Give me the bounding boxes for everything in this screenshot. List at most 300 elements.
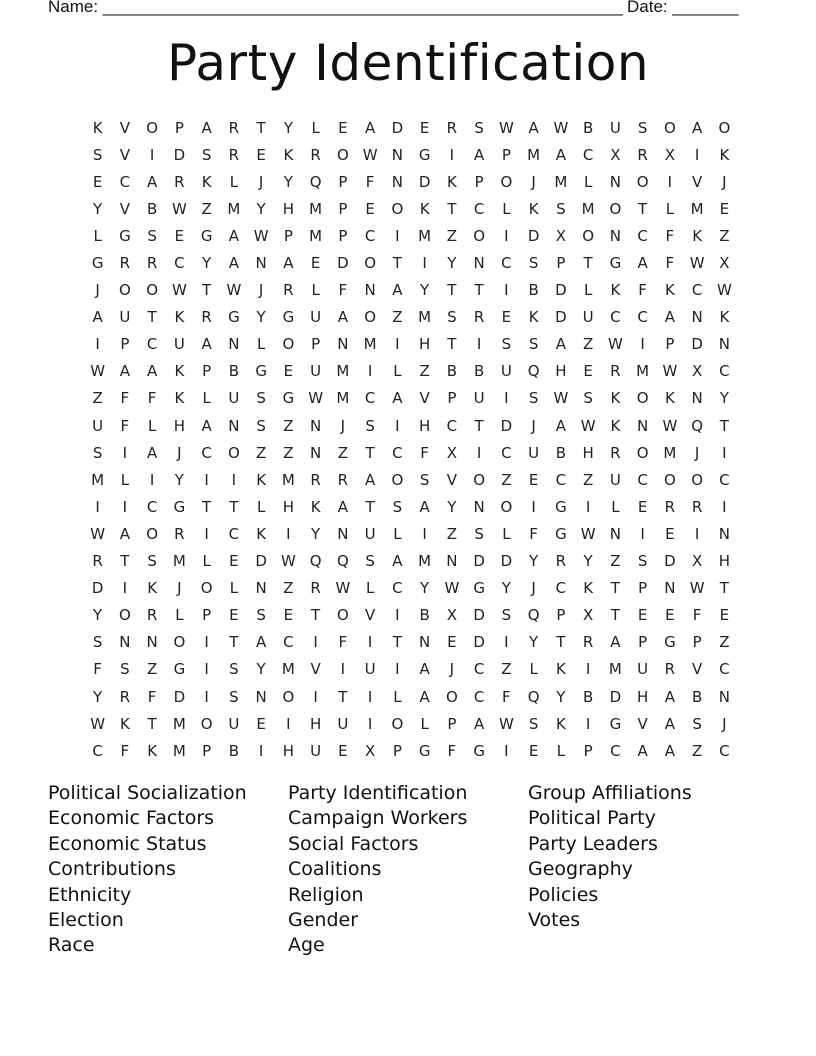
- grid-letter: Z: [610, 552, 621, 571]
- grid-letter: T: [311, 606, 321, 625]
- grid-letter: R: [119, 254, 131, 273]
- grid-letter: C: [92, 741, 103, 760]
- grid-letter: Y: [529, 552, 539, 571]
- grid-letter: T: [610, 579, 620, 598]
- grid-letter: K: [256, 524, 267, 543]
- grid-letter: W: [498, 118, 514, 137]
- grid-letter: L: [147, 416, 157, 435]
- grid-letter: X: [364, 741, 376, 760]
- grid-letter: X: [691, 362, 703, 381]
- grid-letter: G: [473, 741, 485, 760]
- grid-letter: M: [172, 741, 186, 760]
- grid-letter: I: [286, 714, 291, 733]
- grid-letter: S: [692, 714, 702, 733]
- grid-letter: U: [310, 741, 322, 760]
- grid-letter: J: [95, 281, 100, 300]
- word-list-item: Campaign Workers: [288, 807, 468, 830]
- grid-letter: W: [553, 389, 569, 408]
- grid-letter: O: [336, 606, 349, 625]
- grid-letter: W: [716, 281, 732, 300]
- grid-letter: L: [311, 281, 320, 300]
- grid-letter: R: [201, 308, 212, 327]
- grid-letter: Z: [392, 308, 403, 327]
- grid-letter: U: [609, 118, 621, 137]
- grid-letter: T: [556, 633, 566, 652]
- grid-letter: R: [337, 470, 349, 489]
- grid-letter: D: [391, 118, 404, 137]
- header-fields: [48, 0, 748, 19]
- grid-letter: L: [229, 579, 239, 598]
- grid-letter: W: [90, 524, 106, 543]
- grid-letter: M: [309, 226, 323, 245]
- grid-letter: Z: [146, 660, 158, 679]
- grid-letter: G: [555, 524, 567, 543]
- grid-letter: V: [691, 660, 703, 679]
- grid-letter: S: [637, 118, 648, 137]
- grid-letter: Z: [446, 524, 458, 543]
- grid-letter: L: [502, 524, 511, 543]
- grid-letter: C: [610, 308, 621, 327]
- grid-letter: P: [202, 362, 212, 381]
- grid-letter: T: [365, 443, 375, 462]
- grid-letter: F: [692, 606, 702, 625]
- grid-letter: P: [692, 633, 702, 652]
- grid-letter: I: [504, 389, 509, 408]
- grid-letter: A: [146, 443, 158, 462]
- grid-letter: G: [228, 308, 240, 327]
- grid-letter: I: [504, 741, 509, 760]
- grid-letter: T: [583, 254, 593, 273]
- grid-letter: I: [313, 687, 318, 706]
- grid-letter: K: [201, 172, 212, 191]
- grid-letter: H: [282, 741, 295, 760]
- grid-letter: O: [663, 470, 676, 489]
- grid-letter: A: [528, 118, 539, 137]
- grid-letter: Y: [202, 254, 212, 273]
- grid-letter: U: [637, 660, 649, 679]
- grid-letter: A: [610, 633, 621, 652]
- grid-letter: G: [664, 633, 676, 652]
- grid-letter: L: [365, 579, 375, 598]
- grid-letter: I: [122, 443, 128, 462]
- grid-letter: T: [474, 416, 484, 435]
- grid-letter: U: [528, 443, 540, 462]
- grid-letter: I: [122, 497, 128, 516]
- grid-letter: N: [637, 416, 649, 435]
- grid-letter: S: [637, 552, 648, 571]
- grid-letter: U: [310, 362, 322, 381]
- grid-letter: Y: [501, 579, 511, 598]
- grid-letter: R: [310, 470, 321, 489]
- grid-letter: I: [340, 660, 346, 679]
- grid-letter: O: [636, 172, 649, 191]
- grid-letter: W: [498, 714, 514, 733]
- grid-letter: K: [528, 308, 539, 327]
- grid-letter: O: [364, 308, 377, 327]
- word-list-item: Political Party: [528, 807, 656, 830]
- grid-letter: L: [529, 660, 538, 679]
- grid-letter: N: [609, 226, 621, 245]
- grid-letter: E: [310, 254, 321, 273]
- grid-letter: K: [664, 389, 675, 408]
- grid-letter: R: [610, 443, 621, 462]
- grid-letter: O: [173, 633, 186, 652]
- grid-letter: P: [665, 335, 675, 354]
- name-field-label: Name: _______________________________________________________: [48, 0, 623, 16]
- grid-letter: G: [119, 226, 131, 245]
- grid-letter: I: [204, 633, 209, 652]
- grid-letter: E: [528, 470, 539, 489]
- grid-letter: Z: [719, 226, 730, 245]
- word-list-item: Ethnicity: [48, 883, 132, 906]
- grid-letter: I: [367, 714, 373, 733]
- grid-letter: T: [447, 281, 457, 300]
- grid-letter: E: [719, 606, 730, 625]
- grid-letter: Y: [174, 470, 184, 489]
- grid-letter: Y: [311, 524, 321, 543]
- grid-letter: T: [338, 687, 348, 706]
- grid-letter: Y: [93, 687, 103, 706]
- grid-letter: C: [119, 172, 131, 191]
- grid-letter: C: [174, 254, 185, 273]
- grid-letter: A: [419, 687, 430, 706]
- grid-letter: A: [201, 118, 212, 137]
- grid-letter: J: [531, 172, 536, 191]
- grid-letter: K: [174, 308, 185, 327]
- grid-letter: C: [364, 389, 376, 408]
- grid-letter: B: [419, 606, 430, 625]
- grid-letter: O: [146, 118, 159, 137]
- grid-letter: R: [174, 172, 185, 191]
- grid-letter: Z: [582, 335, 594, 354]
- grid-letter: B: [691, 687, 703, 706]
- grid-letter: K: [119, 714, 130, 733]
- grid-letter: G: [473, 579, 485, 598]
- grid-letter: V: [119, 145, 130, 164]
- grid-letter: A: [92, 308, 103, 327]
- grid-letter: J: [531, 579, 536, 598]
- grid-letter: I: [422, 254, 427, 273]
- grid-letter: O: [663, 118, 676, 137]
- grid-letter: T: [202, 281, 212, 300]
- grid-letter: V: [691, 172, 703, 191]
- grid-letter: T: [256, 118, 266, 137]
- grid-letter: T: [610, 606, 620, 625]
- grid-letter: A: [255, 633, 267, 652]
- grid-letter: U: [337, 714, 349, 733]
- grid-letter: O: [718, 118, 731, 137]
- grid-letter: N: [609, 172, 621, 191]
- grid-letter: Y: [256, 308, 266, 327]
- grid-letter: G: [609, 254, 622, 273]
- grid-letter: W: [280, 552, 296, 571]
- grid-letter: R: [664, 660, 676, 679]
- grid-letter: D: [473, 552, 485, 571]
- grid-letter: A: [119, 362, 130, 381]
- grid-letter: R: [146, 254, 158, 273]
- grid-letter: R: [664, 497, 676, 516]
- grid-letter: T: [229, 633, 239, 652]
- grid-letter: U: [609, 470, 621, 489]
- grid-letter: Q: [309, 172, 322, 191]
- grid-letter: H: [582, 443, 594, 462]
- grid-letter: P: [338, 226, 348, 245]
- grid-letter: F: [93, 660, 102, 679]
- grid-letter: R: [473, 308, 485, 327]
- grid-letter: O: [445, 687, 458, 706]
- grid-letter: Z: [283, 416, 294, 435]
- grid-letter: Y: [447, 497, 457, 516]
- grid-letter: T: [638, 199, 648, 218]
- grid-letter: I: [367, 362, 373, 381]
- grid-letter: P: [474, 172, 484, 191]
- grid-letter: N: [691, 389, 703, 408]
- grid-letter: I: [367, 633, 373, 652]
- grid-letter: T: [447, 335, 457, 354]
- grid-letter: Y: [420, 281, 430, 300]
- grid-letter: G: [282, 389, 295, 408]
- grid-letter: S: [229, 687, 239, 706]
- grid-letter: N: [255, 687, 267, 706]
- grid-letter: F: [502, 687, 511, 706]
- grid-letter: Y: [420, 579, 430, 598]
- date-field-label: Date: _______: [627, 0, 739, 16]
- grid-letter: S: [556, 199, 566, 218]
- grid-letter: A: [419, 497, 430, 516]
- grid-letter: Z: [501, 470, 512, 489]
- grid-letter: I: [422, 524, 427, 543]
- grid-letter: T: [147, 714, 157, 733]
- grid-letter: N: [718, 687, 730, 706]
- word-list-item: Geography: [528, 858, 633, 881]
- grid-letter: V: [119, 199, 130, 218]
- grid-letter: E: [637, 606, 648, 625]
- grid-letter: I: [694, 524, 700, 543]
- grid-letter: A: [283, 254, 294, 273]
- grid-letter: F: [665, 226, 675, 245]
- grid-letter: E: [338, 741, 348, 760]
- grid-letter: D: [500, 552, 513, 571]
- grid-letter: N: [609, 524, 621, 543]
- grid-letter: A: [146, 362, 158, 381]
- grid-letter: O: [200, 579, 213, 598]
- grid-letter: E: [256, 145, 266, 164]
- grid-letter: U: [92, 416, 104, 435]
- grid-letter: L: [202, 552, 211, 571]
- grid-letter: C: [473, 199, 485, 218]
- grid-letter: I: [531, 497, 536, 516]
- grid-letter: F: [338, 633, 348, 652]
- grid-letter: Q: [527, 687, 540, 706]
- grid-letter: E: [283, 606, 294, 625]
- grid-letter: C: [364, 226, 376, 245]
- grid-letter: B: [582, 687, 594, 706]
- grid-letter: I: [395, 335, 400, 354]
- grid-letter: I: [585, 497, 591, 516]
- word-search-grid: [84, 114, 738, 764]
- word-list-item: Economic Factors: [48, 807, 215, 830]
- grid-letter: P: [447, 714, 457, 733]
- grid-letter: L: [256, 335, 266, 354]
- grid-letter: A: [555, 416, 566, 435]
- grid-letter: L: [502, 199, 511, 218]
- grid-letter: S: [474, 118, 484, 137]
- grid-letter: C: [146, 335, 158, 354]
- word-list: [48, 781, 768, 959]
- grid-letter: S: [501, 335, 512, 354]
- grid-letter: K: [174, 389, 185, 408]
- grid-letter: N: [718, 524, 730, 543]
- grid-letter: H: [418, 335, 431, 354]
- grid-letter: W: [90, 362, 106, 381]
- grid-letter: L: [202, 389, 211, 408]
- grid-letter: N: [310, 416, 322, 435]
- grid-letter: D: [500, 416, 513, 435]
- grid-letter: A: [664, 308, 675, 327]
- grid-letter: C: [201, 443, 212, 462]
- grid-letter: A: [146, 172, 158, 191]
- grid-letter: K: [719, 145, 730, 164]
- grid-letter: A: [228, 226, 239, 245]
- grid-letter: M: [527, 145, 541, 164]
- grid-letter: U: [119, 308, 131, 327]
- grid-letter: R: [283, 281, 294, 300]
- grid-letter: I: [722, 497, 727, 516]
- grid-letter: E: [365, 199, 375, 218]
- grid-letter: J: [258, 281, 264, 300]
- grid-letter: K: [419, 199, 430, 218]
- grid-letter: K: [147, 741, 158, 760]
- grid-letter: W: [662, 362, 678, 381]
- grid-letter: M: [581, 199, 595, 218]
- grid-letter: Y: [447, 254, 457, 273]
- word-list-item: Party Identification: [288, 782, 468, 804]
- grid-letter: J: [722, 714, 727, 733]
- grid-letter: B: [228, 741, 240, 760]
- grid-letter: Q: [336, 552, 349, 571]
- word-list-item: Age: [288, 934, 325, 957]
- grid-letter: G: [282, 308, 295, 327]
- grid-letter: F: [120, 389, 130, 408]
- grid-letter: Q: [527, 606, 540, 625]
- grid-letter: F: [120, 416, 130, 435]
- grid-letter: S: [120, 660, 130, 679]
- grid-letter: A: [392, 389, 403, 408]
- grid-letter: L: [665, 199, 675, 218]
- grid-letter: K: [664, 281, 675, 300]
- grid-letter: C: [610, 741, 621, 760]
- grid-letter: I: [504, 281, 509, 300]
- grid-letter: Z: [337, 443, 349, 462]
- grid-letter: O: [582, 226, 595, 245]
- grid-letter: S: [528, 335, 539, 354]
- grid-letter: A: [119, 524, 130, 543]
- grid-letter: N: [391, 172, 403, 191]
- grid-letter: S: [92, 633, 103, 652]
- grid-letter: Y: [93, 606, 103, 625]
- grid-letter: M: [608, 660, 622, 679]
- grid-letter: O: [146, 281, 159, 300]
- grid-letter: J: [177, 443, 182, 462]
- grid-letter: L: [175, 606, 184, 625]
- grid-letter: O: [118, 606, 131, 625]
- grid-letter: Z: [92, 389, 103, 408]
- word-list-item: Party Leaders: [528, 832, 658, 855]
- grid-letter: W: [308, 389, 324, 408]
- grid-letter: Y: [556, 687, 566, 706]
- grid-letter: A: [664, 687, 675, 706]
- grid-letter: N: [391, 145, 403, 164]
- grid-letter: H: [555, 362, 567, 381]
- grid-letter: H: [173, 416, 186, 435]
- grid-letter: M: [281, 660, 295, 679]
- grid-letter: P: [638, 633, 648, 652]
- grid-letter: A: [555, 145, 566, 164]
- grid-letter: M: [363, 335, 377, 354]
- grid-letter: S: [419, 470, 430, 489]
- grid-letter: M: [281, 470, 295, 489]
- grid-letter: N: [337, 524, 349, 543]
- grid-letter: L: [120, 470, 130, 489]
- grid-letter: F: [665, 254, 675, 273]
- grid-letter: P: [120, 335, 130, 354]
- grid-letter: X: [664, 145, 676, 164]
- grid-letter: K: [692, 226, 703, 245]
- grid-letter: Y: [256, 660, 266, 679]
- grid-letter: B: [228, 362, 240, 381]
- grid-letter: O: [391, 470, 404, 489]
- grid-letter: Z: [201, 199, 212, 218]
- grid-letter: A: [337, 497, 348, 516]
- grid-letter: M: [690, 199, 704, 218]
- word-list-item: Contributions: [48, 858, 176, 881]
- grid-letter: D: [173, 145, 186, 164]
- grid-letter: D: [173, 687, 186, 706]
- grid-letter: S: [528, 254, 539, 273]
- grid-letter: A: [664, 741, 675, 760]
- grid-letter: X: [610, 145, 621, 164]
- grid-letter: R: [310, 145, 321, 164]
- grid-letter: C: [283, 633, 294, 652]
- grid-letter: P: [202, 741, 212, 760]
- grid-letter: U: [500, 362, 512, 381]
- grid-letter: D: [555, 281, 567, 300]
- grid-letter: O: [636, 443, 649, 462]
- grid-letter: E: [665, 606, 675, 625]
- grid-letter: D: [91, 579, 104, 598]
- grid-letter: E: [174, 226, 185, 245]
- grid-letter: I: [667, 172, 673, 191]
- word-list-item: Group Affiliations: [528, 782, 692, 804]
- grid-letter: Y: [719, 389, 729, 408]
- grid-letter: N: [146, 633, 158, 652]
- grid-letter: N: [228, 335, 240, 354]
- grid-letter: Y: [93, 199, 103, 218]
- grid-letter: I: [231, 470, 237, 489]
- grid-letter: E: [501, 308, 512, 327]
- grid-letter: M: [91, 470, 105, 489]
- grid-letter: Z: [582, 470, 594, 489]
- grid-letter: H: [282, 199, 295, 218]
- grid-letter: I: [640, 524, 645, 543]
- grid-letter: I: [95, 335, 100, 354]
- grid-letter: D: [609, 687, 622, 706]
- grid-letter: P: [174, 118, 184, 137]
- grid-letter: T: [229, 497, 239, 516]
- grid-letter: I: [95, 497, 100, 516]
- grid-letter: S: [256, 389, 266, 408]
- grid-letter: L: [256, 497, 266, 516]
